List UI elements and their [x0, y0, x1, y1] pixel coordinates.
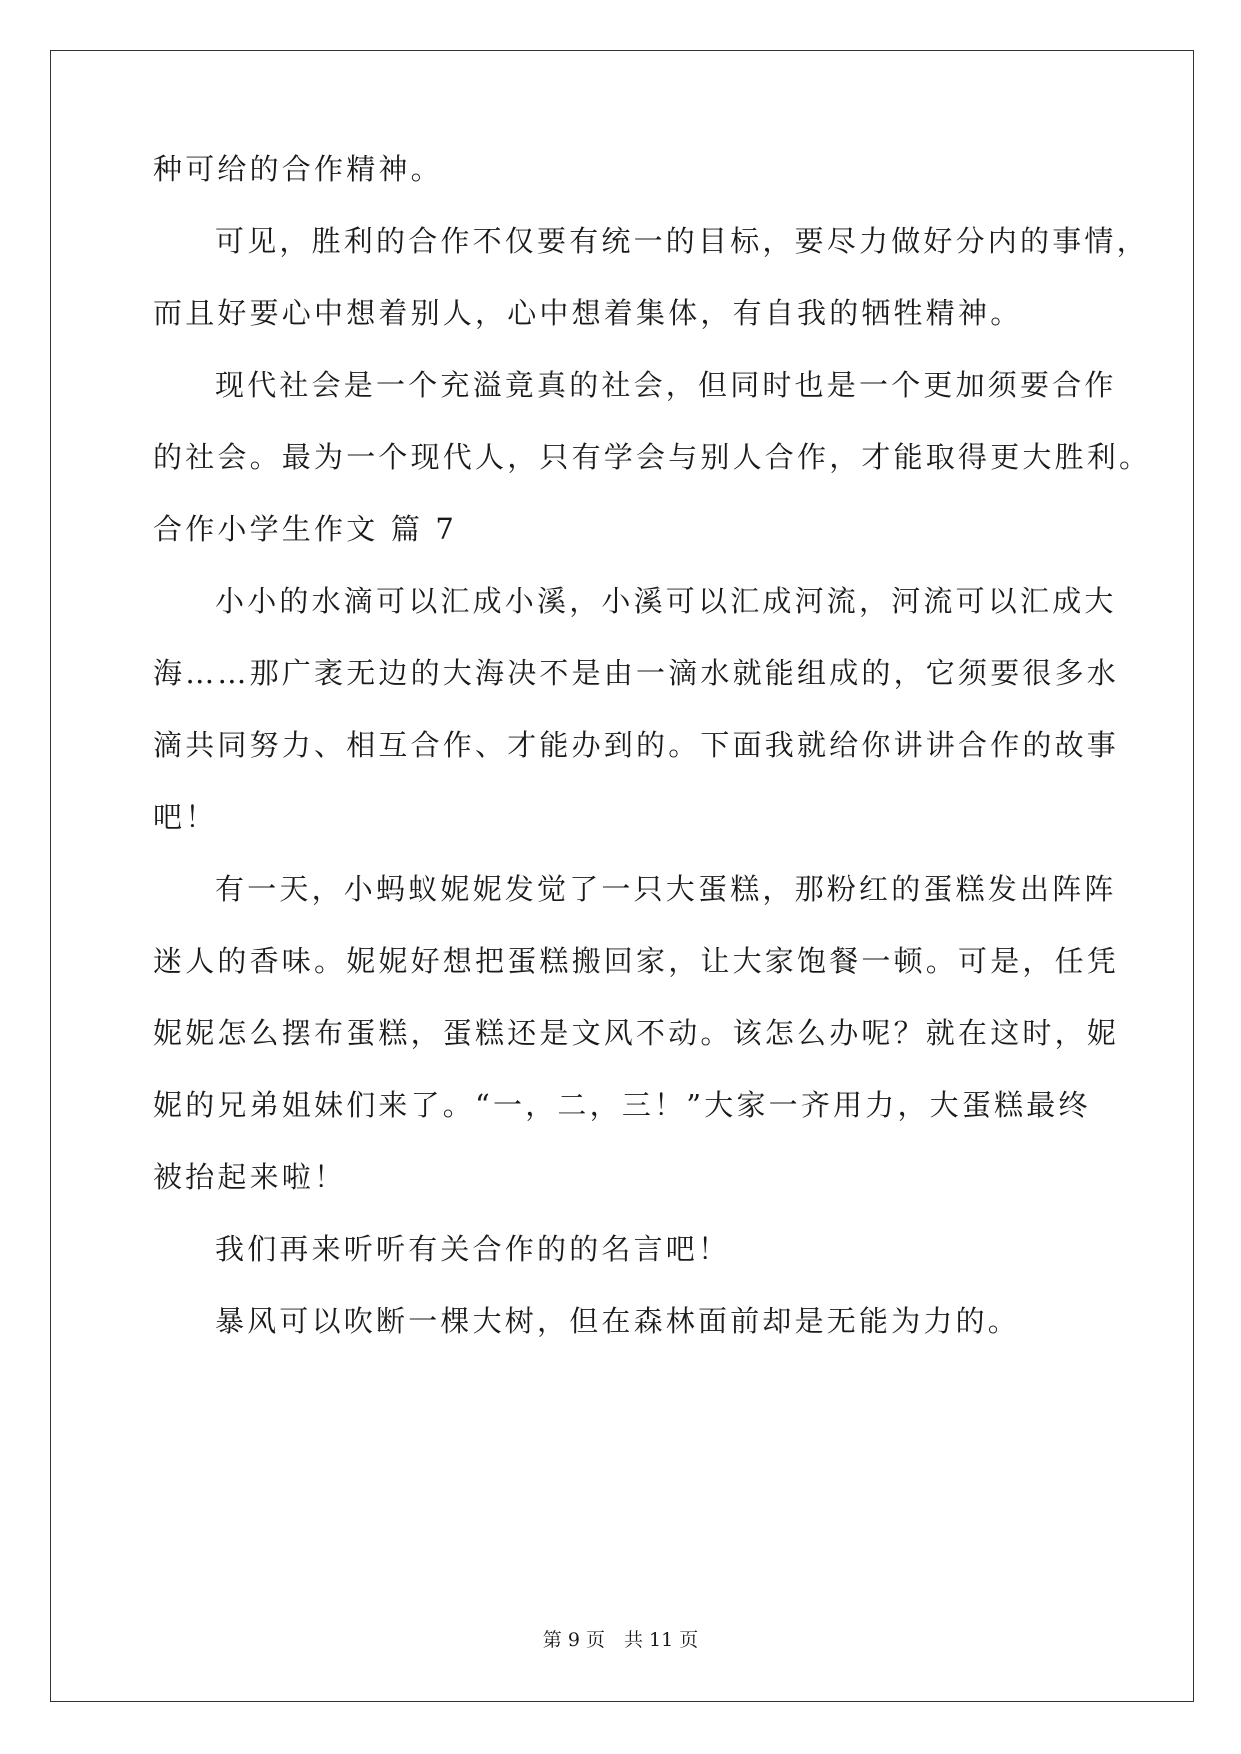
text-line: 而且好要心中想着别人，心中想着集体，有自我的牺牲精神。: [153, 296, 1023, 330]
paragraph-start: 现代社会是一个充溢竟真的社会，但同时也是一个更加须要合作: [215, 368, 1117, 402]
text-line: 海……那广袤无边的大海决不是由一滴水就能组成的，它须要很多水: [153, 656, 1120, 690]
section-heading: 合作小学生作文 篇 7: [153, 512, 458, 546]
text-line: 被抬起来啦！: [153, 1160, 347, 1194]
text-line: 种可给的合作精神。: [153, 152, 443, 186]
paragraph-start: 我们再来听听有关合作的的名言吧！: [215, 1232, 731, 1266]
text-line: 吧！: [153, 800, 218, 834]
text-line: 迷人的香味。妮妮好想把蛋糕搬回家，让大家饱餐一顿。可是，任凭: [153, 944, 1120, 978]
paragraph-start: 小小的水滴可以汇成小溪，小溪可以汇成河流，河流可以汇成大: [215, 584, 1117, 618]
paragraph-start: 有一天，小蚂蚁妮妮发觉了一只大蛋糕，那粉红的蛋糕发出阵阵: [215, 872, 1117, 906]
paragraph-start: 暴风可以吹断一棵大树，但在森林面前却是无能为力的。: [215, 1304, 1021, 1338]
text-line: 滴共同努力、相互合作、才能办到的。下面我就给你讲讲合作的故事: [153, 728, 1120, 762]
text-line: 妮的兄弟姐妹们来了。“一，二，三！”大家一齐用力，大蛋糕最终: [153, 1088, 1091, 1122]
paragraph-start: 可见，胜利的合作不仅要有统一的目标，要尽力做好分内的事情，: [215, 224, 1149, 258]
text-line: 的社会。最为一个现代人，只有学会与别人合作，才能取得更大胜利。: [153, 440, 1152, 474]
text-line: 妮妮怎么摆布蛋糕，蛋糕还是文风不动。该怎么办呢？就在这时，妮: [153, 1016, 1120, 1050]
page-number-footer: 第 9 页 共 11 页: [542, 1629, 699, 1651]
